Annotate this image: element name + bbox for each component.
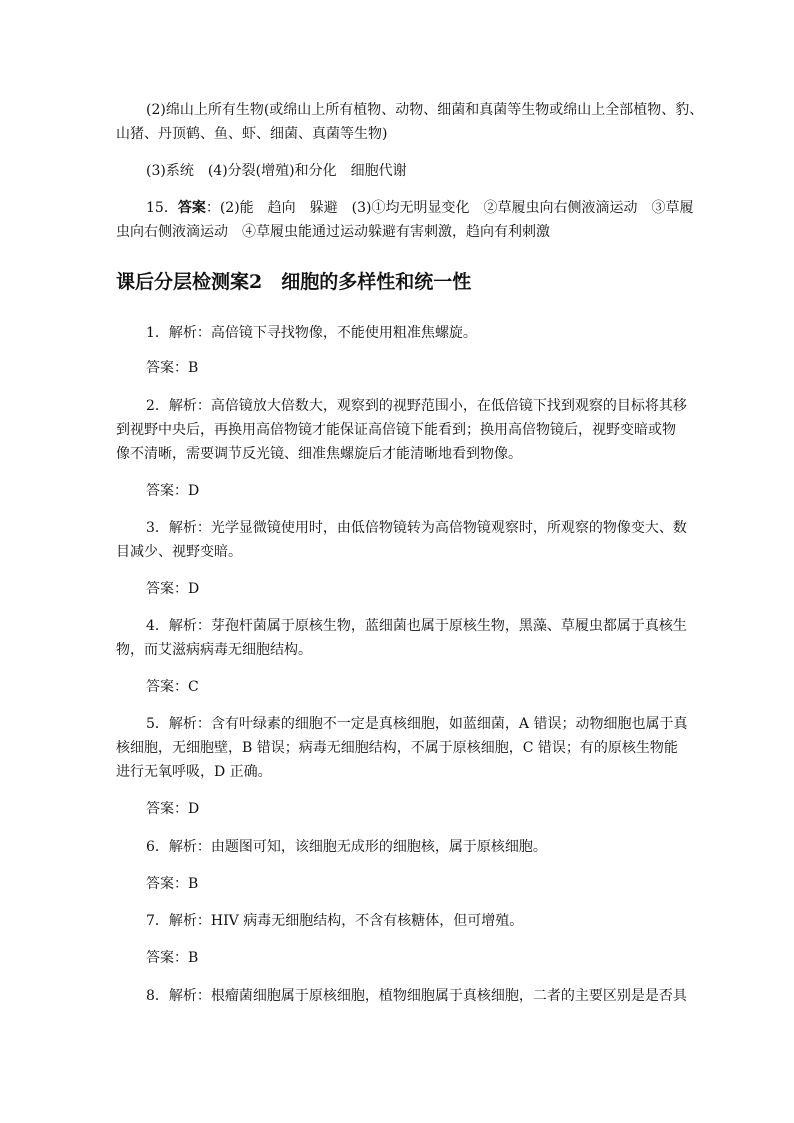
- analysis-text: ：高倍镜放大倍数大，观察到的视野范围小，在低倍镜下找到观察的目标将其移: [196, 398, 687, 414]
- item-1-analysis: [146, 321, 477, 345]
- intro-p2-line1: (2)绵山上所有生物(或绵山上所有植物、动物、细菌和真菌等生物或绵山上全部植物、豹、: [146, 102, 704, 118]
- item-1-answer: [146, 356, 198, 380]
- item-number: 2．: [146, 398, 169, 414]
- answer-value: ：C: [174, 679, 199, 695]
- analysis-label: 解析: [168, 716, 197, 732]
- answer-label: 答案: [146, 360, 174, 376]
- item-4-analysis: [146, 614, 687, 638]
- analysis-text: ：高倍镜下寻找物像，不能使用粗准焦螺旋。: [196, 325, 477, 341]
- answer-label: 答案: [146, 876, 174, 892]
- item-6-answer: [146, 872, 198, 896]
- answer-value: ：B: [174, 360, 199, 376]
- item-number: 3．: [146, 520, 169, 536]
- q15-answer-label: 答案: [177, 200, 206, 216]
- item-number: 1．: [146, 325, 169, 341]
- analysis-text: ：光学显微镜使用时，由低倍物镜转为高倍物镜观察时，所观察的物像变大、数: [196, 520, 687, 536]
- q15-line1: [146, 196, 694, 220]
- item-number: 5．: [146, 716, 169, 732]
- answer-label: 答案: [146, 801, 174, 817]
- item-4-analysis-line2: 物，而艾滋病病毒无细胞结构。: [116, 642, 312, 658]
- section-title: 课后分层检测案2 细胞的多样性和统一性: [116, 271, 472, 293]
- analysis-label: 解析: [168, 325, 197, 341]
- item-4-answer: [146, 675, 199, 699]
- item-3-answer: [146, 577, 199, 601]
- item-7-analysis: [146, 909, 523, 933]
- intro-p2-line2: 山猪、丹顶鹤、鱼、虾、细菌、真菌等生物): [116, 126, 388, 142]
- analysis-label: 解析: [168, 988, 197, 1004]
- item-2-analysis-line3: 像不清晰，需要调节反光镜、细准焦螺旋后才能清晰地看到物像。: [116, 446, 522, 462]
- analysis-label: 解析: [168, 520, 197, 536]
- item-number: 4．: [146, 618, 169, 634]
- item-number: 8．: [146, 988, 169, 1004]
- answer-value: ：B: [174, 876, 199, 892]
- answer-label: 答案: [146, 581, 174, 597]
- item-5-analysis-line3: 进行无氧呼吸，D 正确。: [116, 764, 272, 780]
- answer-value: ：D: [174, 801, 200, 817]
- item-2-answer: [146, 479, 199, 503]
- item-5-analysis-line2: 核细胞，无细胞壁，B 错误；病毒无细胞结构，不属于原核细胞，C 错误；有的原核生物能: [116, 740, 678, 756]
- analysis-text: ：HIV 病毒无细胞结构，不含有核糖体，但可增殖。: [196, 913, 524, 929]
- analysis-label: 解析: [168, 618, 197, 634]
- item-5-answer: [146, 797, 199, 821]
- answer-label: 答案: [146, 679, 174, 695]
- item-3-analysis: [146, 516, 687, 540]
- item-2-analysis: [146, 394, 687, 418]
- analysis-text: ：含有叶绿素的细胞不一定是真核细胞，如蓝细菌，A 错误；动物细胞也属于真: [196, 716, 688, 732]
- answer-label: 答案: [146, 483, 174, 499]
- analysis-text: ：根瘤菌细胞属于原核细胞，植物细胞属于真核细胞，二者的主要区别是是否具: [196, 988, 687, 1004]
- item-2-analysis-line2: 到视野中央后，再换用高倍物镜才能保证高倍镜下能看到；换用高倍物镜后，视野变暗或物: [116, 422, 676, 438]
- intro-p3: (3)系统 (4)分裂(增殖)和分化 细胞代谢: [146, 163, 407, 179]
- q15-line2: 虫向右侧液滴运动 ④草履虫能通过运动躲避有害刺激，趋向有利刺激: [116, 224, 550, 240]
- q15-text-1: ：(2)能 趋向 躲避 (3)①均无明显变化 ②草履虫向右侧液滴运动 ③草履: [205, 200, 694, 216]
- analysis-label: 解析: [168, 398, 197, 414]
- item-number: 6．: [146, 839, 169, 855]
- item-5-analysis: [146, 712, 687, 736]
- answer-value: ：B: [174, 950, 199, 966]
- analysis-label: 解析: [168, 913, 197, 929]
- analysis-label: 解析: [168, 839, 197, 855]
- answer-label: 答案: [146, 950, 174, 966]
- analysis-text: ：由题图可知，该细胞无成形的细胞核，属于原核细胞。: [196, 839, 547, 855]
- answer-value: ：D: [174, 483, 200, 499]
- q15-number: 15．: [146, 200, 178, 216]
- item-6-analysis: [146, 835, 547, 859]
- answer-value: ：D: [174, 581, 200, 597]
- item-8-analysis: [146, 984, 687, 1008]
- analysis-text: ：芽孢杆菌属于原核生物，蓝细菌也属于原核生物，黑藻、草履虫都属于真核生: [196, 618, 687, 634]
- item-3-analysis-line2: 目减少、视野变暗。: [116, 544, 242, 560]
- item-7-answer: [146, 946, 198, 970]
- item-number: 7．: [146, 913, 169, 929]
